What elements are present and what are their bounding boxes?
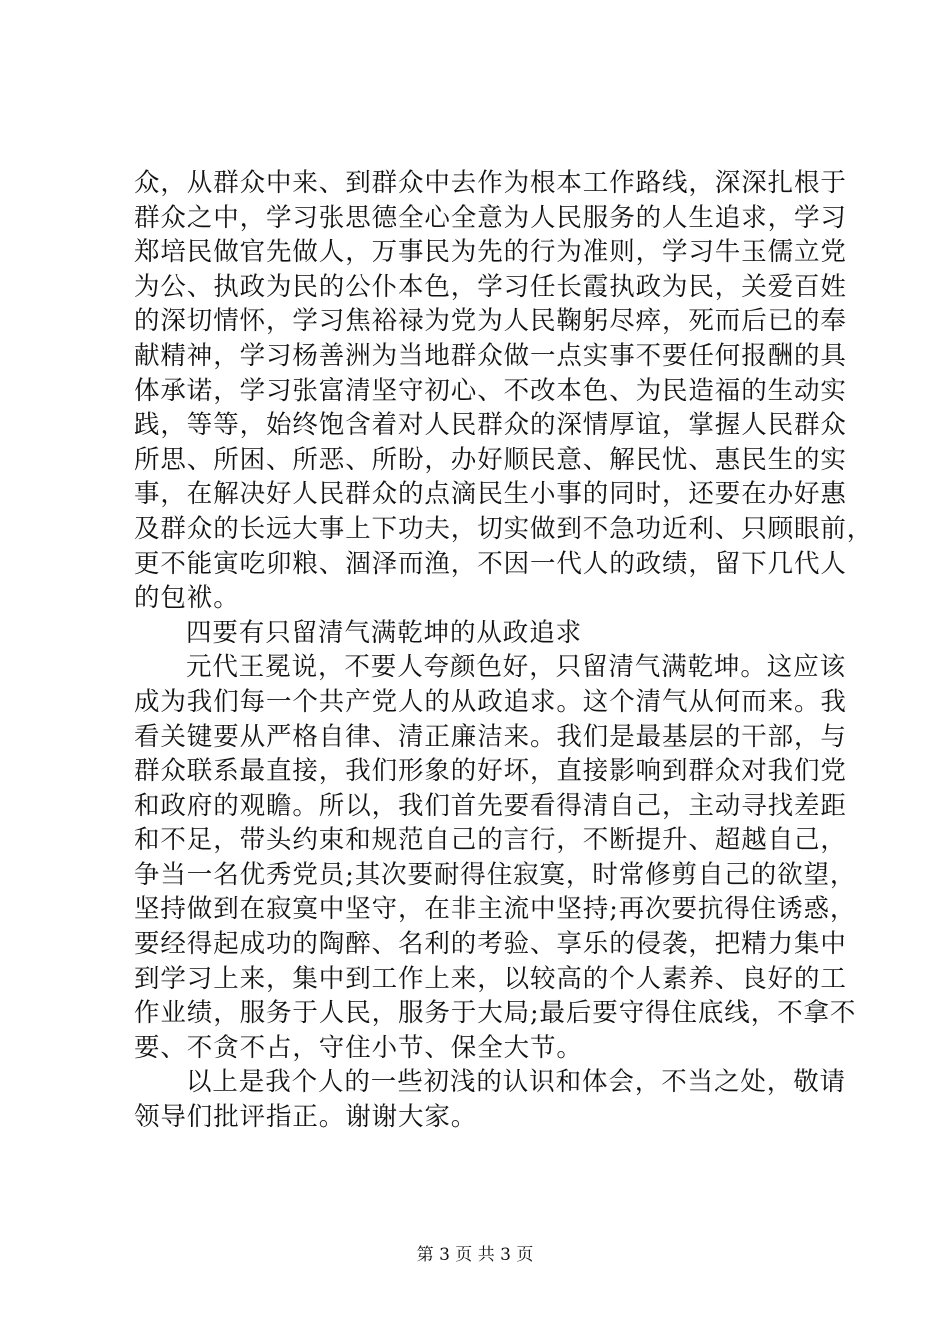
text-line: 到学习上来，集中到工作上来，以较高的个人素养、良好的工	[134, 963, 847, 994]
text-line: 成为我们每一个共产党人的从政追求。这个清气从何而来。我	[134, 686, 847, 717]
text-line: 事，在解决好人民群众的点滴民生小事的同时，还要在办好惠	[134, 479, 847, 510]
text-line: 为公、执政为民的公仆本色，学习任长霞执政为民，关爱百姓	[134, 271, 847, 302]
text-line: 要经得起成功的陶醉、名利的考验、享乐的侵袭，把精力集中	[134, 929, 847, 960]
text-line: 和不足，带头约束和规范自己的言行，不断提升、超越自己，	[134, 825, 847, 856]
text-line: 争当一名优秀党员;其次要耐得住寂寞，时常修剪自己的欲望，	[134, 859, 857, 890]
text-line: 以上是我个人的一些初浅的认识和体会，不当之处，敬请	[186, 1067, 847, 1098]
text-line: 群众联系最直接，我们形象的好坏，直接影响到群众对我们党	[134, 756, 847, 787]
text-line: 众，从群众中来、到群众中去作为根本工作路线，深深扎根于	[134, 168, 847, 198]
text-line: 元代王冕说，不要人夸颜色好，只留清气满乾坤。这应该	[186, 652, 847, 683]
text-line: 的包袱。	[134, 583, 240, 614]
text-line: 和政府的观瞻。所以，我们首先要看得清自己，主动寻找差距	[134, 790, 847, 821]
text-line: 群众之中，学习张思德全心全意为人民服务的人生追求，学习	[134, 202, 847, 233]
text-line: 践，等等，始终饱含着对人民群众的深情厚谊，掌握人民群众	[134, 410, 847, 441]
text-line: 领导们批评指正。谢谢大家。	[134, 1102, 478, 1133]
text-line: 作业绩，服务于人民，服务于大局;最后要守得住底线，不拿不	[134, 998, 857, 1029]
text-line: 及群众的长远大事上下功夫，切实做到不急功近利、只顾眼前，	[134, 513, 874, 544]
text-line: 要、不贪不占，守住小节、保全大节。	[134, 1032, 583, 1063]
text-line: 更不能寅吃卯粮、涸泽而渔，不因一代人的政绩，留下几代人	[134, 548, 847, 579]
text-line: 所思、所困、所恶、所盼，办好顺民意、解民忧、惠民生的实	[134, 444, 847, 475]
text-line: 坚持做到在寂寞中坚守，在非主流中坚持;再次要抗得住诱惑，	[134, 894, 857, 925]
text-line: 体承诺，学习张富清坚守初心、不改本色、为民造福的生动实	[134, 375, 847, 406]
page-number-footer: 第 3 页 共 3 页	[416, 1245, 534, 1265]
text-line: 献精神，学习杨善洲为当地群众做一点实事不要任何报酬的具	[134, 340, 847, 371]
text-line: 郑培民做官先做人，万事民为先的行为准则，学习牛玉儒立党	[134, 237, 847, 268]
text-line: 看关键要从严格自律、清正廉洁来。我们是最基层的干部，与	[134, 721, 847, 752]
text-line: 的深切情怀，学习焦裕禄为党为人民鞠躬尽瘁，死而后已的奉	[134, 306, 847, 337]
body-text	[134, 166, 874, 1135]
section-heading: 四要有只留清气满乾坤的从政追求	[186, 617, 583, 648]
